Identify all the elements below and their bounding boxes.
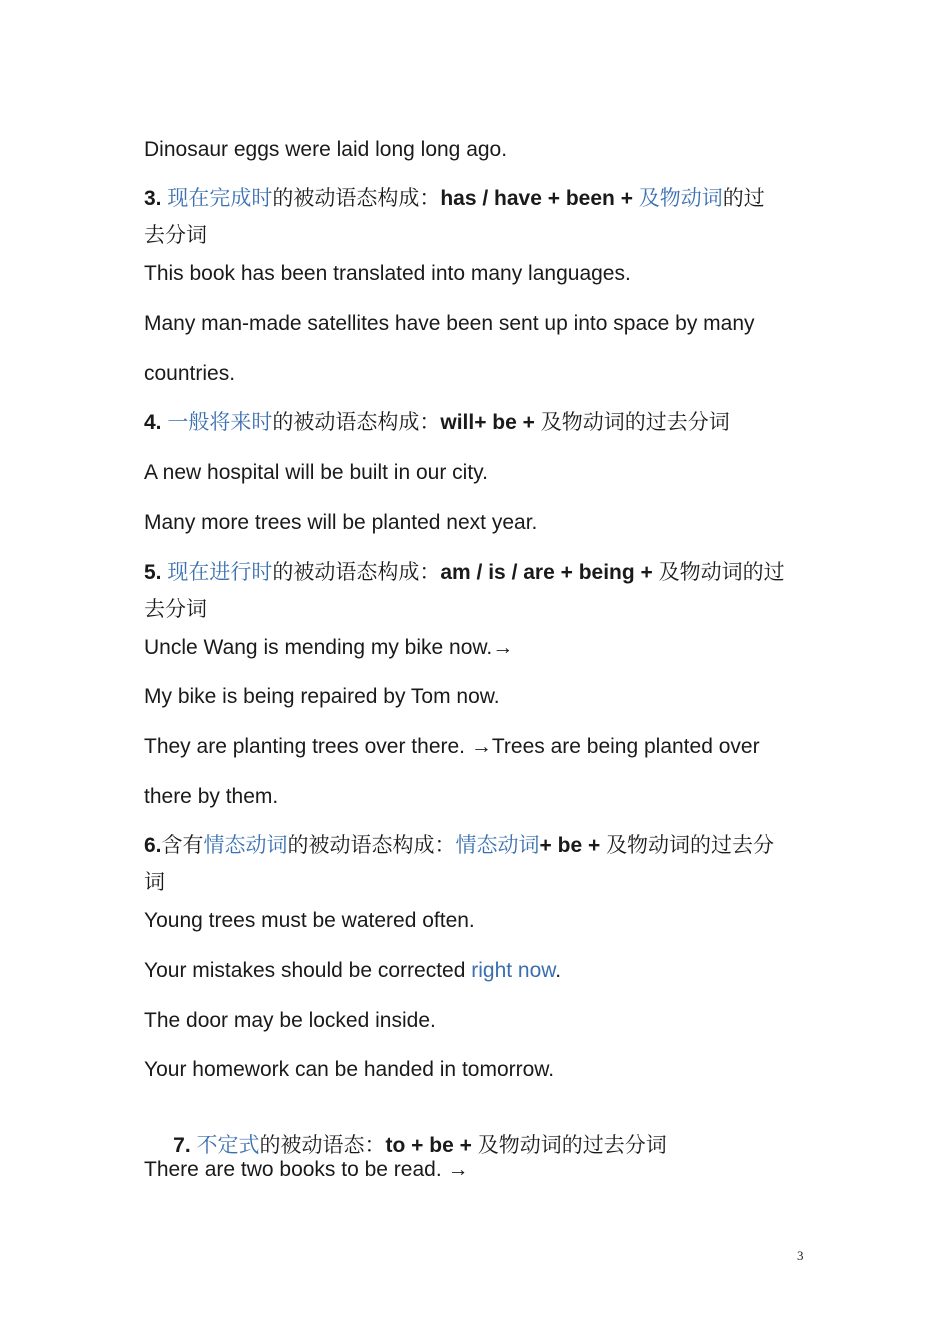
sentence-text: Your mistakes should be corrected: [144, 959, 472, 982]
heading-text: 的过: [722, 187, 765, 210]
heading-text: 的被动语态构成：: [287, 834, 456, 857]
heading-text: 及物动词的过去分词: [477, 1134, 667, 1157]
heading-continuation: 词: [144, 871, 165, 894]
heading-text: 及物动词的过: [658, 561, 785, 584]
example-sentence: My bike is being repaired by Tom now.: [144, 685, 500, 708]
heading-continuation: 去分词: [144, 598, 207, 621]
example-sentence: Young trees must be watered often.: [144, 909, 475, 932]
section-number: 7.: [167, 1134, 197, 1157]
example-sentence: They are planting trees over there. →Trees are being planted over: [144, 735, 760, 758]
heading-formula: am / is / are + being +: [440, 561, 659, 584]
example-sentence: [144, 958, 561, 984]
link-modal-verb[interactable]: 情态动词: [203, 834, 288, 857]
heading-formula: to + be +: [385, 1134, 478, 1157]
heading-text: 及物动词的过去分词: [540, 411, 730, 434]
example-sentence: The door may be locked inside.: [144, 1009, 436, 1032]
section-heading-4: [144, 410, 730, 436]
heading-text: 含有: [161, 834, 204, 857]
link-present-continuous[interactable]: 现在进行时: [167, 561, 273, 584]
example-sentence: Uncle Wang is mending my bike now.→: [144, 636, 514, 659]
link-right-now[interactable]: right now: [471, 959, 556, 982]
link-modal-verb[interactable]: 情态动词: [455, 834, 540, 857]
example-sentence: Dinosaur eggs were laid long long ago.: [144, 138, 508, 161]
heading-formula: + be +: [539, 834, 607, 857]
link-simple-future[interactable]: 一般将来时: [167, 411, 273, 434]
example-sentence: there by them.: [144, 785, 279, 808]
example-sentence: This book has been translated into many languages.: [144, 262, 631, 285]
section-number: 5.: [144, 561, 168, 584]
example-sentence: There are two books to be read. →: [144, 1158, 469, 1181]
section-number: 6.: [144, 834, 162, 857]
heading-text: 的被动语态构成：: [272, 411, 441, 434]
section-number: 3.: [144, 187, 168, 210]
heading-continuation: 去分词: [144, 224, 207, 247]
link-infinitive[interactable]: 不定式: [196, 1134, 260, 1157]
section-heading-3: [144, 186, 765, 212]
link-transitive-verb[interactable]: 及物动词: [638, 187, 723, 210]
sentence-text: .: [555, 959, 562, 982]
heading-text: 的被动语态构成：: [272, 561, 441, 584]
heading-text: 的被动语态：: [259, 1134, 386, 1157]
example-sentence: countries.: [144, 362, 236, 385]
heading-formula: will+ be +: [440, 411, 541, 434]
example-sentence: Many man-made satellites have been sent up into space by many: [144, 312, 755, 335]
heading-text: 及物动词的过去分: [606, 834, 775, 857]
example-sentence: Many more trees will be planted next year.: [144, 511, 538, 534]
section-heading-5: [144, 560, 785, 586]
heading-formula: has / have + been +: [440, 187, 639, 210]
section-heading-6: [144, 833, 774, 859]
example-sentence: A new hospital will be built in our city.: [144, 461, 488, 484]
link-present-perfect[interactable]: 现在完成时: [167, 187, 273, 210]
heading-text: 的被动语态构成：: [272, 187, 441, 210]
example-sentence: Your homework can be handed in tomorrow.: [144, 1058, 555, 1081]
section-number: 4.: [144, 411, 168, 434]
page-number: 3: [797, 1248, 804, 1263]
